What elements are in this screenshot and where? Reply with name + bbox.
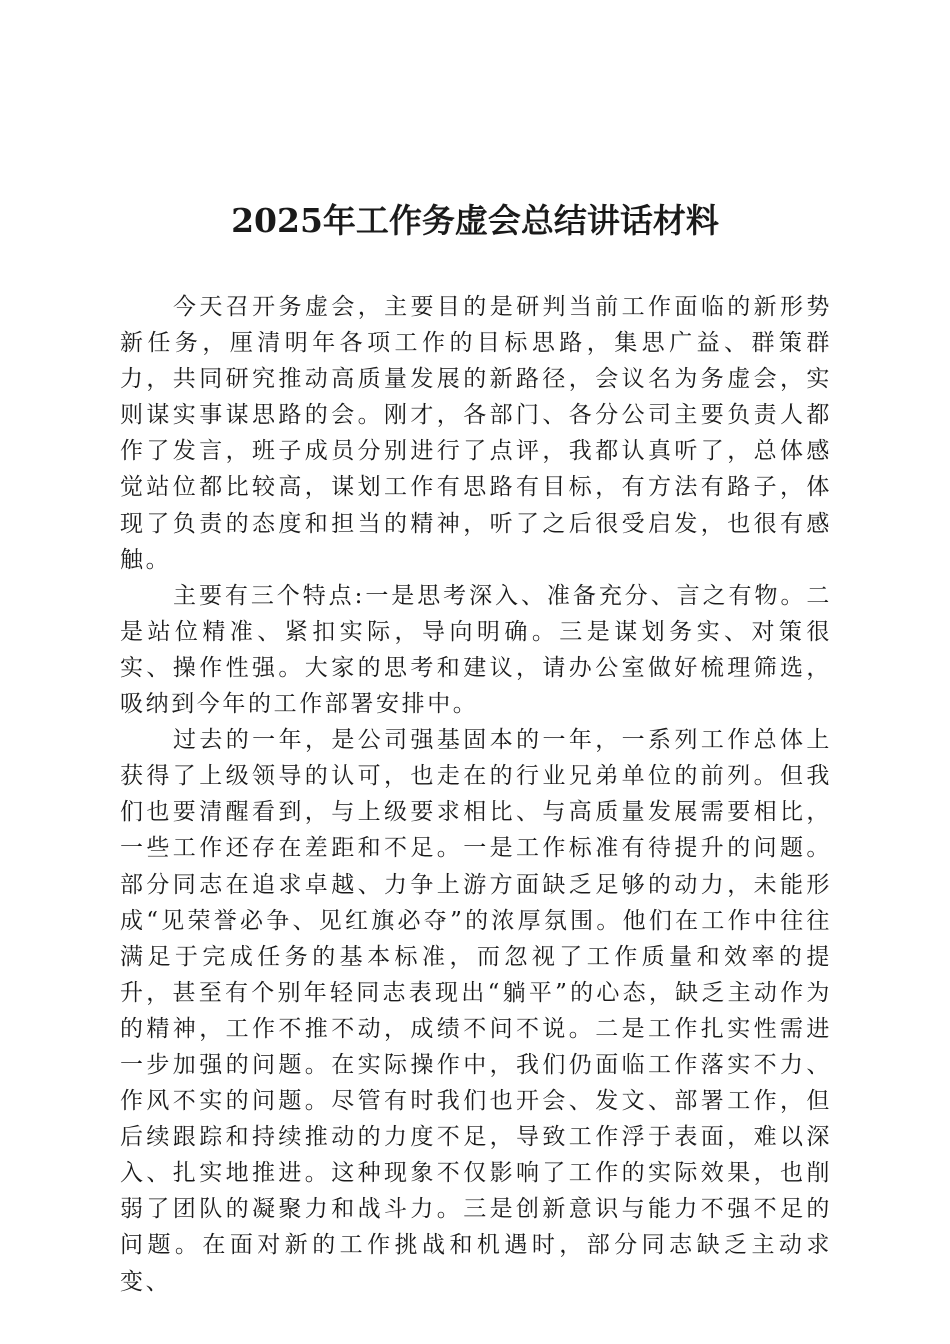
paragraph-opening: 今天召开务虚会，主要目的是研判当前工作面临的新形势新任务，厘清明年各项工作的目标思路，集思广益、群策群力，共同研究推动高质量发展的新路径，会议名为务虚会，实则谋实事谋思路的会。刚才，各部门、各分公司主要负责人都作了发言，班子成员分别进行了点评，我都认真听了，总体感觉站位都比较高，谋划工作有思路有目标，有方法有路子，体现了负责的态度和担当的精神，听了之后很受启发，也很有感触。 [120,294,832,573]
document-title: 2025年工作务虚会总结讲话材料 [231,201,719,240]
document-body [120,289,832,1300]
paragraph-past-year-review: 过去的一年，是公司强基固本的一年，一系列工作总体上获得了上级领导的认可，也走在的行业兄弟单位的前列。但我们也要清醒看到，与上级要求相比、与高质量发展需要相比，一些工作还存在差距和不足。一是工作标准有待提升的问题。部分同志在追求卓越、力争上游方面缺乏足够的动力，未能形成“见荣誉必争、见红旗必夺”的浓厚氛围。他们在工作中往往满足于完成任务的基本标准，而忽视了工作质量和效率的提升，甚至有个别年轻同志表现出“躺平”的心态，缺乏主动作为的精神，工作不推不动，成绩不问不说。二是工作扎实性需进一步加强的问题。在实际操作中，我们仍面临工作落实不力、作风不实的问题。尽管有时我们也开会、发文、部署工作，但后续跟踪和持续推动的力度不足，导致工作浮于表面，难以深入、扎实地推进。这种现象不仅影响了工作的实际效果，也削弱了团队的凝聚力和战斗力。三是创新意识与能力不强不足的问题。在面对新的工作挑战和机遇时，部分同志缺乏主动求变、 [120,727,832,1295]
paragraph-three-features: 主要有三个特点:一是思考深入、准备充分、言之有物。二是站位精准、紧扣实际，导向明确。三是谋划务实、对策很实、操作性强。大家的思考和建议，请办公室做好梳理筛选，吸纳到今年的工作部署安排中。 [120,582,832,718]
